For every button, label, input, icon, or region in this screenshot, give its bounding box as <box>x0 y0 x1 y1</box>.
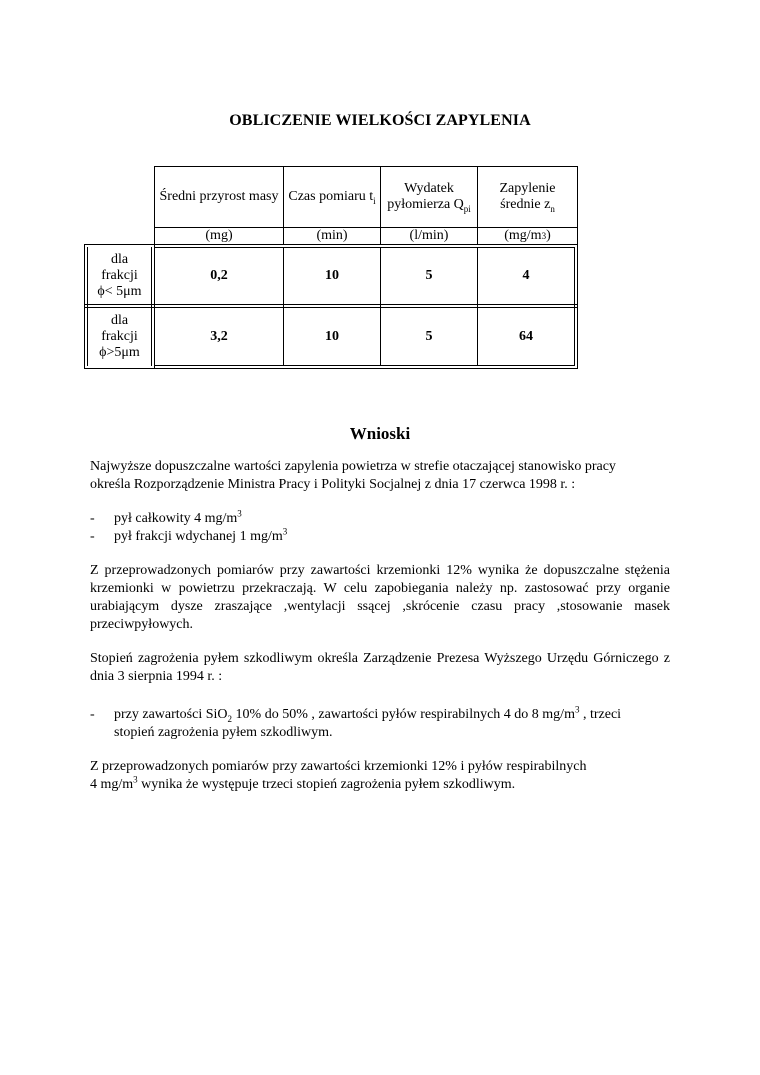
table-line <box>154 244 155 369</box>
table-line <box>84 368 578 369</box>
table-line <box>154 166 578 167</box>
header-label: Wydatek pyłomierza $Q_{pi}$ <box>387 181 471 214</box>
paragraph: Z przeprowadzonych pomiarów przy zawartości krzemionki 12% wynika że dopuszczalne stężenia krzemionki w powietrzu przekraczają. W celu zapobiegania należy np. zastosować przy organie urabiającym dysze zraszające ,wentylacji ssącej ,skrócenie czasu pracy ,stosowanie masek przeciwpyłowych. <box>90 563 670 632</box>
bullet-marker: - <box>90 511 95 526</box>
bullet-marker: - <box>90 529 95 544</box>
table-cell: 64 <box>519 328 533 344</box>
page-title: OBLICZENIE WIELKOŚCI ZAPYLENIA <box>229 112 531 129</box>
table-cell: 10 <box>325 328 339 344</box>
table-line <box>151 247 152 366</box>
table-line <box>283 247 284 366</box>
header-label: Zapylenie średnie $z_n$ <box>499 181 556 214</box>
table-line <box>477 247 478 366</box>
header-cell-dust <box>479 168 576 226</box>
table-cell: 5 <box>425 268 433 283</box>
final-line-2: 4 $mg/m^3$ wynika że występuje trzeci stopień zagrożenia pyłem szkodliwym. <box>90 774 516 792</box>
paragraph: Stopień zagrożenia pyłem szkodliwym określa Zarządzenie Prezesa Wyższego Urzędu Górniczego z dnia 3 sierpnia 1994 r. : <box>90 651 670 684</box>
intro-line-1: Najwyższe dopuszczalne wartości zapylenia powietrza w strefie otaczającej stanowisko pracy <box>90 459 616 474</box>
list-item-text: pył całkowity 4 $mg/m^3$ <box>114 508 242 526</box>
bullet-marker: - <box>90 707 95 722</box>
header-cell-flow <box>382 168 476 226</box>
unit-cell: (mg/m 3 ) <box>504 228 551 243</box>
header-cell-time <box>285 168 379 226</box>
table-line <box>154 365 575 366</box>
table-line <box>84 304 578 305</box>
table-line <box>477 166 478 244</box>
final-line-1: Z przeprowadzonych pomiarów przy zawartości krzemionki 12% i pyłów respirabilnych <box>90 759 587 774</box>
dust-calculation-table <box>84 166 578 369</box>
conclusions-heading: Wnioski <box>349 424 411 443</box>
table-cell: 0,2 <box>210 268 228 283</box>
unit-cell: (l/min) <box>409 228 449 243</box>
list-item-text: przy zawartości SiO$_2$ 10% do 50% , zawartości pyłów respirabilnych 4 do 8 $mg/m^3$ , trzeci stopień zagrożenia pyłem szkodliwym. <box>114 704 622 740</box>
table-line <box>84 244 578 245</box>
intro-line-2: określa Rozporządzenie Ministra Pracy i Polityki Socjalnej z dnia 17 czerwca 1998 r. : <box>90 477 576 492</box>
table-cell: 4 <box>522 268 530 283</box>
table-line <box>380 247 381 366</box>
table-line <box>380 166 381 244</box>
unit-cell: (min) <box>316 228 348 243</box>
table-line <box>154 166 155 244</box>
table-line <box>283 166 284 244</box>
table-cell: 10 <box>325 268 339 283</box>
table-cell: 3,2 <box>210 328 228 344</box>
header-cell-mass <box>156 168 282 226</box>
row-label: dla frakcji ϕ< 5μm <box>97 252 142 299</box>
header-label: Średni przyrost masy <box>159 189 279 204</box>
list-item-text: pył frakcji wdychanej 1 $mg/m^3$ <box>114 526 288 544</box>
table-line <box>577 166 578 244</box>
row-label: dla frakcji ϕ>5μm <box>99 312 140 360</box>
unit-cell: (mg) <box>205 228 233 243</box>
table-cell: 5 <box>425 328 433 344</box>
header-label: Czas pomiaru $t_i$ <box>288 189 376 206</box>
